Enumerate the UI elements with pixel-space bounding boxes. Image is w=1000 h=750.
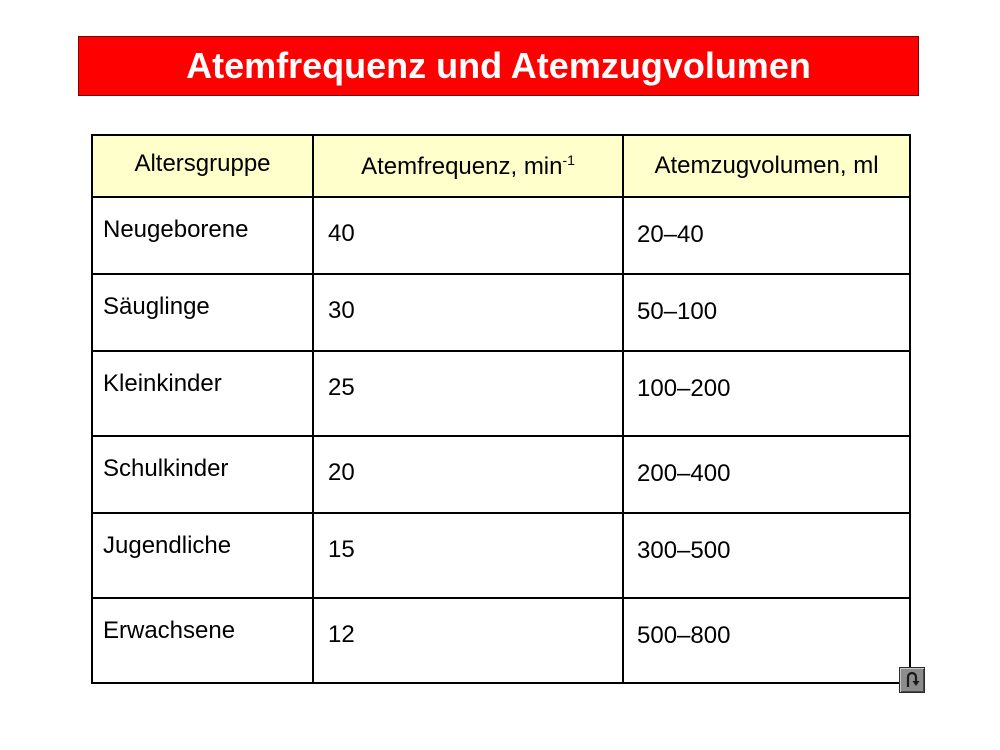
cell-tidal-volume: 20–40	[623, 197, 910, 274]
cell-breathing-rate: 30	[313, 274, 623, 351]
table-row	[92, 513, 910, 598]
page-title: Atemfrequenz und Atemzugvolumen	[186, 45, 811, 86]
cell-age-group: Säuglinge	[92, 274, 313, 351]
cell-tidal-volume: 200–400	[623, 436, 910, 513]
table-row	[92, 351, 910, 436]
cell-tidal-volume: 300–500	[623, 513, 910, 598]
cell-tidal-volume: 500–800	[623, 598, 910, 683]
cell-age-group: Kleinkinder	[92, 351, 313, 436]
cell-breathing-rate: 15	[313, 513, 623, 598]
header-tidal-volume: Atemzugvolumen, ml	[623, 135, 910, 197]
cell-breathing-rate: 12	[313, 598, 623, 683]
table-row	[92, 436, 910, 513]
unit-exponent: -1	[562, 152, 575, 168]
cell-tidal-volume: 50–100	[623, 274, 910, 351]
table-header-row	[92, 135, 910, 197]
table-row	[92, 598, 910, 683]
cell-age-group: Erwachsene	[92, 598, 313, 683]
cell-tidal-volume: 100–200	[623, 351, 910, 436]
table-row	[92, 274, 910, 351]
cell-breathing-rate: 25	[313, 351, 623, 436]
title-banner	[78, 36, 919, 96]
cell-breathing-rate: 40	[313, 197, 623, 274]
breathing-table	[91, 134, 911, 684]
table-row	[92, 197, 910, 274]
cell-age-group: Neugeborene	[92, 197, 313, 274]
header-breathing-rate: Atemfrequenz, $\min^{-1}$	[313, 135, 623, 197]
cell-age-group: Jugendliche	[92, 513, 313, 598]
header-age-group: Altersgruppe	[92, 135, 313, 197]
u-turn-back-icon	[902, 670, 922, 690]
back-button[interactable]	[899, 667, 925, 693]
cell-breathing-rate: 20	[313, 436, 623, 513]
cell-age-group: Schulkinder	[92, 436, 313, 513]
